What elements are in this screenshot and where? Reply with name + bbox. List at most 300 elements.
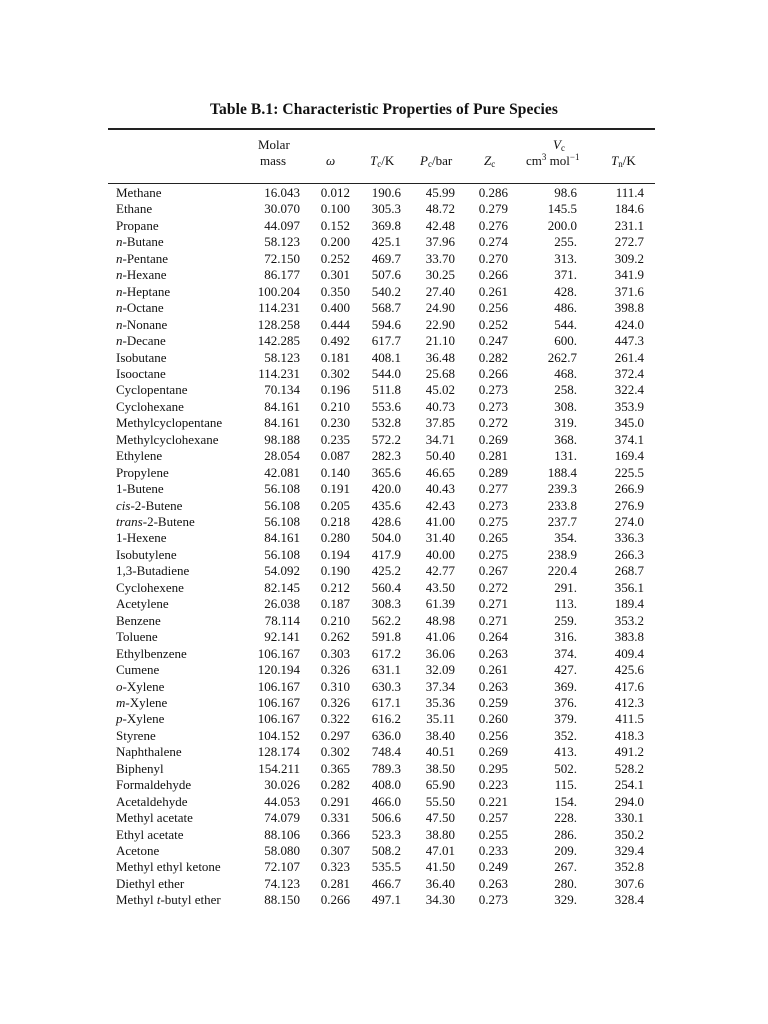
cell-tc: 507.6	[371, 267, 401, 283]
header-vc-unit-cm: cm	[526, 153, 542, 168]
species-name: Isobutane	[116, 349, 167, 365]
header-pc-sub: c	[427, 159, 432, 169]
cell-molar-mass: 42.081	[264, 464, 300, 480]
species-name: Ethane	[116, 201, 153, 217]
cell-pc: 43.50	[425, 579, 455, 595]
cell-tn: 398.8	[614, 300, 644, 316]
cell-pc: 33.70	[425, 250, 455, 266]
cell-species-name	[116, 810, 193, 826]
cell-vc: 291.	[554, 579, 577, 595]
cell-zc: 0.256	[478, 727, 508, 743]
cell-pc: 35.11	[426, 711, 455, 727]
cell-omega: 0.181	[320, 349, 350, 365]
cell-tc: 369.8	[371, 217, 401, 233]
cell-molar-mass: 28.054	[264, 448, 300, 464]
cell-species-name	[116, 251, 168, 267]
cell-vc: 313.	[554, 250, 577, 266]
cell-zc: 0.286	[478, 185, 508, 200]
header-omega-symbol: ω	[326, 153, 336, 168]
cell-species-name	[116, 399, 184, 415]
cell-pc: 34.71	[425, 431, 455, 447]
cell-pc: 42.43	[425, 497, 455, 513]
cell-pc: 38.50	[425, 760, 455, 776]
header-molar-mass-line1: Molar	[258, 137, 290, 152]
species-name: 1-Hexene	[116, 530, 167, 546]
cell-omega: 0.350	[320, 283, 350, 299]
cell-zc: 0.263	[478, 678, 508, 694]
cell-tn: 225.5	[614, 464, 644, 480]
cell-tn: 372.4	[614, 365, 644, 381]
species-mid: t	[156, 892, 161, 908]
cell-pc: 47.01	[425, 843, 455, 858]
cell-vc: 486.	[554, 300, 577, 316]
species-prefix: n	[116, 283, 123, 299]
cell-tn: 528.2	[614, 760, 644, 776]
cell-tn: 189.4	[614, 596, 644, 612]
cell-tc: 511.8	[372, 382, 401, 398]
cell-tn: 411.5	[615, 711, 644, 727]
species-name: Methyl ethyl ketone	[116, 859, 221, 875]
cell-pc: 45.02	[425, 382, 455, 398]
cell-molar-mass: 154.211	[258, 760, 300, 776]
cell-tc: 305.3	[371, 201, 401, 217]
cell-molar-mass: 86.177	[264, 267, 300, 283]
species-name: 1-Butene	[116, 481, 164, 497]
cell-tn: 371.6	[614, 283, 644, 299]
cell-species-name	[116, 662, 159, 678]
cell-pc: 35.36	[425, 694, 455, 710]
cell-molar-mass: 56.108	[264, 514, 300, 529]
header-tn-symbol: T	[611, 153, 619, 168]
cell-tn: 417.6	[614, 678, 644, 694]
species-suffix: -butyl ether	[160, 892, 221, 908]
cell-omega: 0.100	[320, 201, 350, 217]
cell-tn: 322.4	[614, 382, 644, 398]
cell-species-name	[116, 350, 167, 366]
cell-species-name	[116, 382, 187, 398]
cell-zc: 0.276	[478, 217, 508, 233]
cell-molar-mass: 100.204	[257, 283, 300, 299]
cell-vc: 329.	[554, 892, 577, 908]
cell-molar-mass: 74.079	[264, 810, 300, 826]
cell-tc: 562.2	[371, 612, 401, 628]
cell-tc: 506.6	[371, 810, 401, 826]
cell-pc: 40.51	[425, 744, 455, 760]
cell-zc: 0.259	[478, 694, 508, 710]
cell-omega: 0.252	[320, 250, 350, 266]
cell-molar-mass: 74.123	[264, 875, 300, 891]
cell-species-name	[116, 317, 167, 333]
species-prefix: n	[116, 250, 123, 266]
cell-pc: 36.40	[425, 875, 455, 891]
species-name: Ethylbenzene	[116, 645, 187, 661]
cell-tc: 417.9	[371, 546, 401, 562]
cell-vc: 220.4	[547, 563, 577, 579]
cell-tn: 330.1	[614, 810, 644, 826]
cell-vc: 352.	[554, 727, 577, 743]
cell-tc: 420.0	[371, 481, 401, 497]
header-vc-unit-sup1: 3	[541, 152, 547, 162]
species-name: Propane	[116, 217, 159, 233]
cell-tc: 435.6	[371, 497, 401, 513]
cell-zc: 0.266	[478, 267, 508, 283]
cell-zc: 0.247	[478, 333, 508, 349]
cell-zc: 0.289	[478, 464, 508, 480]
cell-zc: 0.273	[478, 497, 508, 513]
cell-tc: 568.7	[371, 300, 401, 316]
species-name: Isooctane	[116, 365, 166, 381]
cell-pc: 50.40	[425, 448, 455, 464]
cell-tc: 617.7	[371, 333, 401, 349]
cell-vc: 258.	[554, 382, 577, 398]
cell-molar-mass: 106.167	[257, 678, 300, 694]
cell-tc: 553.6	[371, 398, 401, 414]
cell-species-name	[116, 596, 169, 612]
cell-species-name	[116, 448, 162, 464]
species-name: -Octane	[122, 300, 164, 316]
cell-pc: 37.34	[425, 678, 455, 694]
cell-species-name	[116, 185, 161, 201]
cell-tc: 365.6	[371, 464, 401, 480]
cell-tc: 308.3	[371, 596, 401, 612]
cell-species-name	[116, 481, 164, 497]
cell-pc: 27.40	[425, 283, 455, 299]
cell-pc: 25.68	[425, 365, 455, 381]
cell-vc: 379.	[554, 711, 577, 727]
cell-tc: 540.2	[371, 283, 401, 299]
cell-vc: 188.4	[547, 464, 577, 480]
cell-omega: 0.210	[320, 398, 350, 414]
cell-tc: 408.1	[371, 349, 401, 365]
cell-species-name	[116, 465, 169, 481]
cell-omega: 0.291	[320, 793, 350, 809]
cell-species-name	[116, 267, 167, 283]
species-name: Cyclopentane	[116, 382, 188, 398]
cell-species-name	[116, 498, 182, 514]
cell-tn: 356.1	[614, 579, 644, 595]
cell-omega: 0.302	[320, 365, 350, 381]
cell-tc: 497.1	[371, 892, 401, 908]
cell-species-name	[116, 711, 164, 727]
cell-species-name	[116, 234, 164, 250]
cell-tn: 383.8	[614, 629, 644, 645]
species-name: 1,3-Butadiene	[116, 563, 190, 579]
cell-omega: 0.301	[320, 267, 350, 283]
cell-pc: 40.43	[425, 481, 455, 497]
cell-vc: 428.	[554, 283, 577, 299]
header-vc-sub: c	[560, 143, 565, 153]
cell-zc: 0.273	[478, 382, 508, 398]
cell-vc: 200.0	[547, 217, 577, 233]
cell-tn: 424.0	[614, 316, 644, 332]
cell-tc: 466.7	[371, 875, 401, 891]
cell-tc: 532.8	[371, 415, 401, 431]
cell-species-name	[116, 744, 182, 760]
cell-molar-mass: 114.231	[258, 300, 300, 316]
cell-zc: 0.281	[478, 448, 508, 464]
cell-tn: 276.9	[614, 497, 644, 513]
species-prefix: m	[116, 694, 126, 710]
cell-tn: 345.0	[614, 415, 644, 431]
cell-vc: 237.7	[547, 514, 577, 529]
cell-omega: 0.326	[320, 694, 350, 710]
cell-vc: 113.	[554, 596, 577, 612]
species-prefix: n	[116, 316, 123, 332]
cell-tc: 466.0	[371, 793, 401, 809]
cell-tc: 425.2	[371, 563, 401, 579]
cell-molar-mass: 88.106	[264, 826, 300, 842]
species-name: Cyclohexene	[116, 579, 184, 595]
cell-molar-mass: 26.038	[264, 596, 300, 612]
cell-omega: 0.302	[320, 744, 350, 760]
cell-tc: 636.0	[371, 727, 401, 743]
cell-zc: 0.249	[478, 859, 508, 875]
cell-zc: 0.261	[478, 662, 508, 678]
cell-zc: 0.266	[478, 365, 508, 381]
cell-pc: 48.98	[425, 612, 455, 628]
cell-zc: 0.269	[478, 431, 508, 447]
cell-tc: 544.0	[371, 365, 401, 381]
cell-molar-mass: 78.114	[264, 612, 300, 628]
cell-tn: 412.3	[614, 694, 644, 710]
cell-tc: 617.1	[371, 694, 401, 710]
cell-molar-mass: 142.285	[257, 333, 300, 349]
species-name: Diethyl ether	[116, 875, 185, 891]
cell-vc: 502.	[554, 760, 577, 776]
cell-omega: 0.194	[320, 546, 350, 562]
cell-molar-mass: 16.043	[264, 185, 300, 200]
cell-pc: 24.90	[425, 300, 455, 316]
cell-vc: 280.	[554, 875, 577, 891]
cell-tn: 266.9	[614, 481, 644, 497]
cell-vc: 544.	[554, 316, 577, 332]
species-name: Naphthalene	[116, 744, 182, 760]
species-name: Acetaldehyde	[116, 793, 188, 809]
cell-vc: 316.	[554, 629, 577, 645]
species-prefix: n	[116, 234, 123, 250]
cell-zc: 0.270	[478, 250, 508, 266]
cell-vc: 209.	[554, 843, 577, 858]
cell-species-name	[116, 876, 184, 892]
cell-vc: 371.	[554, 267, 577, 283]
cell-zc: 0.272	[478, 415, 508, 431]
cell-molar-mass: 106.167	[257, 645, 300, 661]
cell-molar-mass: 56.108	[264, 481, 300, 497]
species-name: -Xylene	[122, 678, 165, 694]
species-name: -Decane	[122, 333, 166, 349]
cell-omega: 0.366	[320, 826, 350, 842]
cell-species-name	[116, 679, 164, 695]
cell-molar-mass: 56.108	[264, 546, 300, 562]
header-pc-symbol: P	[420, 153, 428, 168]
species-name: Methyl acetate	[116, 810, 193, 826]
cell-tn: 231.1	[614, 217, 644, 233]
cell-pc: 38.80	[425, 826, 455, 842]
species-name: -Pentane	[122, 250, 168, 266]
cell-vc: 600.	[554, 333, 577, 349]
cell-tn: 353.9	[614, 398, 644, 414]
cell-omega: 0.322	[320, 711, 350, 727]
cell-zc: 0.233	[478, 843, 508, 858]
cell-vc: 267.	[554, 859, 577, 875]
cell-zc: 0.257	[478, 810, 508, 826]
cell-tc: 748.4	[371, 744, 401, 760]
cell-species-name	[116, 613, 161, 629]
cell-vc: 233.8	[547, 497, 577, 513]
cell-pc: 37.85	[425, 415, 455, 431]
header-tn-unit: /K	[622, 153, 636, 168]
cell-tn: 425.6	[614, 662, 644, 678]
cell-pc: 41.06	[425, 629, 455, 645]
species-prefix: p	[116, 711, 123, 727]
header-vc	[553, 137, 565, 153]
cell-omega: 0.196	[320, 382, 350, 398]
cell-omega: 0.235	[320, 431, 350, 447]
cell-vc: 255.	[554, 234, 577, 250]
cell-pc: 30.25	[425, 267, 455, 283]
cell-zc: 0.256	[478, 300, 508, 316]
cell-omega: 0.400	[320, 300, 350, 316]
species-name: -2-Butene	[142, 514, 195, 529]
cell-omega: 0.230	[320, 415, 350, 431]
cell-species-name	[116, 563, 189, 579]
cell-omega: 0.297	[320, 727, 350, 743]
cell-molar-mass: 54.092	[264, 563, 300, 579]
cell-tn: 352.8	[614, 859, 644, 875]
cell-zc: 0.264	[478, 629, 508, 645]
header-vc-unit-sup2: −1	[569, 152, 580, 162]
species-name: Styrene	[116, 727, 156, 743]
cell-species-name	[116, 761, 164, 777]
header-tc	[370, 153, 394, 169]
cell-vc: 239.3	[547, 481, 577, 497]
header-molar-mass-line2: mass	[260, 153, 286, 168]
species-name: Acetone	[116, 843, 160, 858]
species-name: -Xylene	[122, 711, 165, 727]
header-zc-sub: c	[491, 159, 496, 169]
cell-molar-mass: 84.161	[264, 415, 300, 431]
header-vc-unit-mol: mol	[546, 153, 570, 168]
cell-molar-mass: 72.150	[264, 250, 300, 266]
cell-zc: 0.263	[478, 875, 508, 891]
species-prefix: n	[116, 333, 123, 349]
cell-tc: 535.5	[371, 859, 401, 875]
cell-molar-mass: 30.070	[264, 201, 300, 217]
cell-zc: 0.282	[478, 349, 508, 365]
header-tn-sub: n	[618, 159, 623, 169]
cell-zc: 0.277	[478, 481, 508, 497]
cell-molar-mass: 84.161	[264, 398, 300, 414]
cell-tc: 616.2	[371, 711, 401, 727]
cell-vc: 376.	[554, 694, 577, 710]
cell-species-name	[116, 580, 184, 596]
cell-molar-mass: 70.134	[264, 382, 300, 398]
cell-omega: 0.281	[320, 875, 350, 891]
cell-pc: 55.50	[425, 793, 455, 809]
cell-molar-mass: 44.097	[264, 217, 300, 233]
cell-zc: 0.275	[478, 514, 508, 529]
cell-tn: 307.6	[614, 875, 644, 891]
cell-zc: 0.295	[478, 760, 508, 776]
cell-vc: 368.	[554, 431, 577, 447]
cell-pc: 47.50	[425, 810, 455, 826]
species-name: Methylcyclopentane	[116, 415, 223, 431]
cell-tc: 469.7	[371, 250, 401, 266]
cell-species-name	[116, 794, 187, 810]
cell-vc: 98.6	[554, 185, 577, 200]
cell-zc: 0.273	[478, 892, 508, 908]
cell-pc: 38.40	[425, 727, 455, 743]
cell-tc: 560.4	[371, 579, 401, 595]
cell-zc: 0.252	[478, 316, 508, 332]
cell-molar-mass: 58.123	[264, 349, 300, 365]
header-pc-unit: /bar	[431, 153, 453, 168]
cell-tc: 617.2	[371, 645, 401, 661]
cell-vc: 413.	[554, 744, 577, 760]
cell-species-name	[116, 218, 159, 234]
cell-omega: 0.087	[320, 448, 350, 464]
cell-tc: 630.3	[371, 678, 401, 694]
cell-tn: 409.4	[614, 645, 644, 661]
cell-vc: 131.	[554, 448, 577, 464]
cell-zc: 0.265	[478, 530, 508, 546]
species-name: Methyl	[116, 892, 157, 908]
species-name: Methane	[116, 185, 162, 200]
cell-species-name	[116, 547, 177, 563]
cell-tn: 111.4	[615, 185, 644, 200]
cell-molar-mass: 58.123	[264, 234, 300, 250]
cell-omega: 0.212	[320, 579, 350, 595]
header-pc	[420, 153, 452, 169]
cell-vc: 115.	[554, 777, 577, 793]
cell-zc: 0.260	[478, 711, 508, 727]
cell-tn: 336.3	[614, 530, 644, 546]
cell-omega: 0.326	[320, 662, 350, 678]
species-name: Isobutylene	[116, 546, 177, 562]
cell-molar-mass: 104.152	[257, 727, 300, 743]
species-name: -Heptane	[122, 283, 171, 299]
cell-tc: 508.2	[371, 843, 401, 858]
header-vc-unit	[526, 153, 579, 169]
cell-zc: 0.263	[478, 645, 508, 661]
cell-species-name	[116, 892, 221, 908]
cell-pc: 45.99	[425, 185, 455, 200]
cell-vc: 308.	[554, 398, 577, 414]
species-prefix: n	[116, 267, 123, 283]
species-prefix: cis	[116, 497, 131, 513]
cell-species-name	[116, 695, 167, 711]
species-name: Methylcyclohexane	[116, 431, 219, 447]
cell-tn: 350.2	[614, 826, 644, 842]
cell-omega: 0.280	[320, 530, 350, 546]
cell-tn: 329.4	[614, 843, 644, 858]
cell-tn: 254.1	[614, 777, 644, 793]
cell-omega: 0.191	[320, 481, 350, 497]
cell-zc: 0.255	[478, 826, 508, 842]
cell-pc: 34.30	[425, 892, 455, 908]
species-name: Cyclohexane	[116, 398, 184, 414]
cell-tc: 523.3	[371, 826, 401, 842]
cell-molar-mass: 114.231	[258, 365, 300, 381]
species-name: Formaldehyde	[116, 777, 192, 793]
species-name: -2-Butene	[130, 497, 183, 513]
top-rule	[108, 128, 655, 130]
cell-vc: 427.	[554, 662, 577, 678]
cell-molar-mass: 128.174	[257, 744, 300, 760]
header-rule	[108, 183, 655, 184]
cell-tn: 184.6	[614, 201, 644, 217]
species-name: Ethylene	[116, 448, 163, 464]
